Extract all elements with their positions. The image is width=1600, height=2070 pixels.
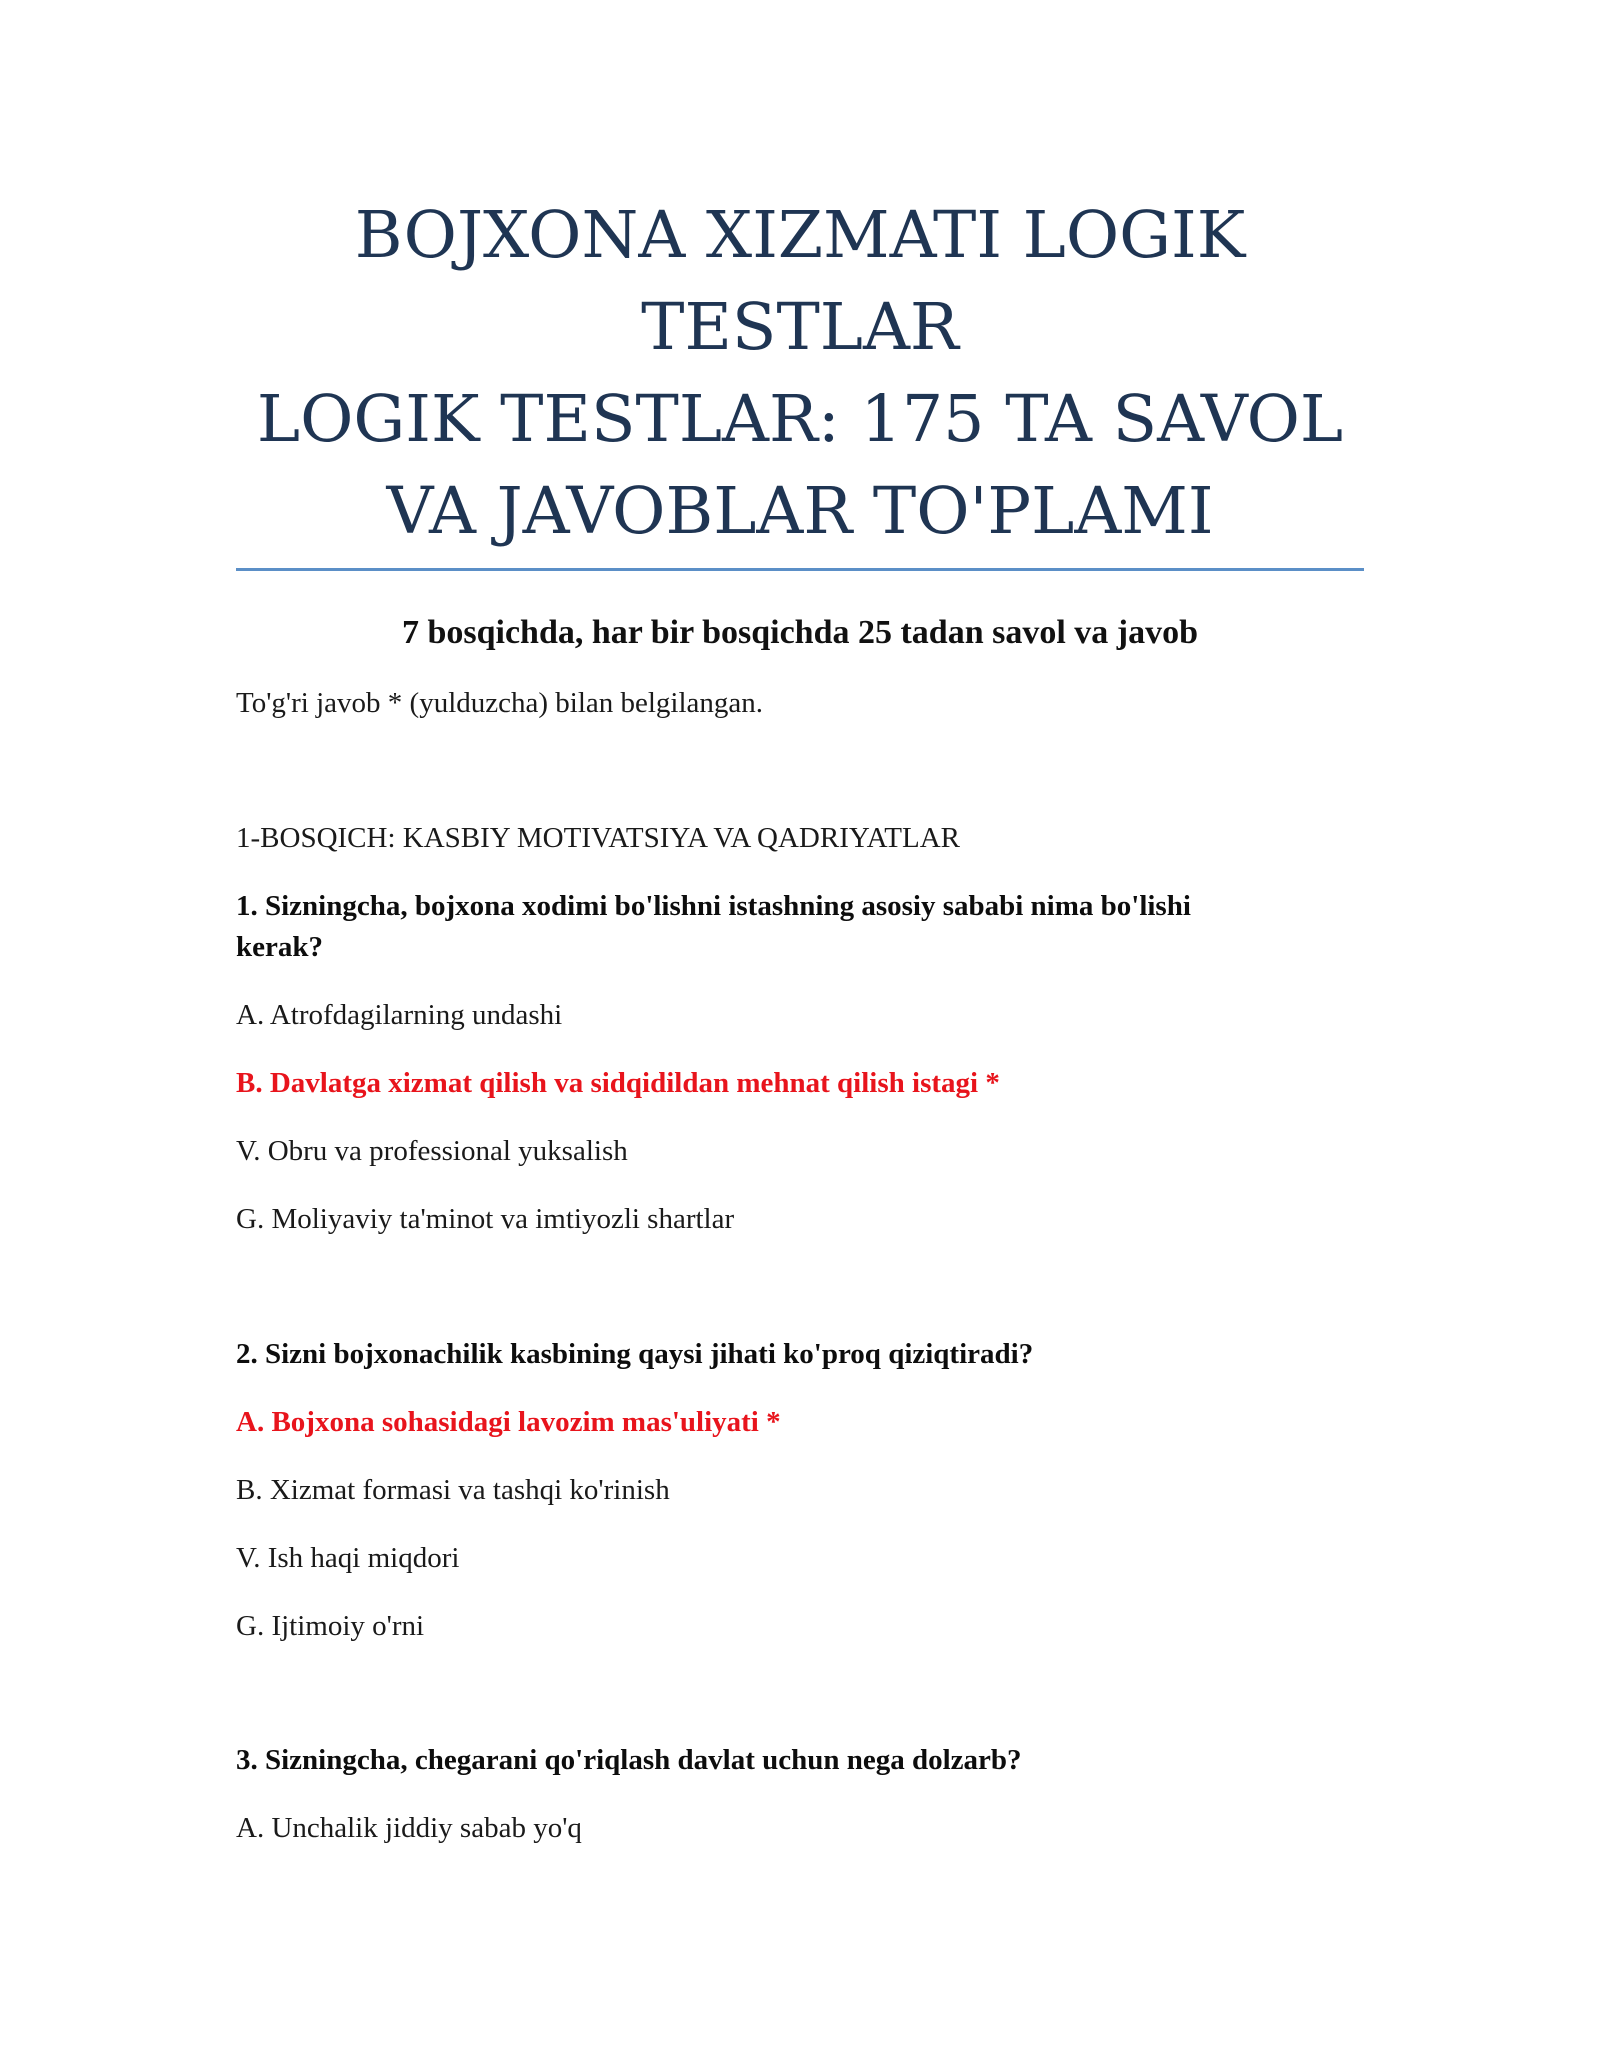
answer-option: G. Moliyaviy ta'minot va imtiyozli shartlar [236,1203,735,1235]
title-line: VA JAVOBLAR TO'PLAMI [386,474,1214,549]
answer-option: G. Ijtimoiy o'rni [236,1610,425,1642]
question-text: 3. Sizningcha, chegarani qo'riqlash davlat uchun nega dolzarb? [236,1744,1022,1776]
answer-option: A. Unchalik jiddiy sabab yo'q [236,1812,582,1844]
question-text: kerak? [236,931,323,963]
answer-option: V. Ish haqi miqdori [236,1542,460,1574]
answer-key-note: To'g'ri javob * (yulduzcha) bilan belgilangan. [236,687,764,719]
title-line: TESTLAR [641,290,959,365]
question-text: 2. Sizni bojxonachilik kasbining qaysi jihati ko'proq qiziqtiradi? [236,1338,1034,1370]
section-heading: 1-BOSQICH: KASBIY MOTIVATSIYA VA QADRIYATLAR [236,822,961,854]
title-line: BOJXONA XIZMATI LOGIK [354,198,1246,273]
document-title [200,190,1400,558]
answer-option: V. Obru va professional yuksalish [236,1135,628,1167]
correct-answer-option: B. Davlatga xizmat qilish va sidqidildan mehnat qilish istagi * [236,1067,1000,1099]
answer-option: B. Xizmat formasi va tashqi ko'rinish [236,1474,670,1506]
title-line: LOGIK TESTLAR: 175 TA SAVOL [256,382,1344,457]
title-underline-divider [236,568,1364,571]
question-text: 1. Sizningcha, bojxona xodimi bo'lishni istashning asosiy sababi nima bo'lishi [236,890,1191,922]
correct-answer-option: A. Bojxona sohasidagi lavozim mas'uliyati * [236,1406,781,1438]
document-subtitle: 7 bosqichda, har bir bosqichda 25 tadan savol va javob [401,614,1199,651]
answer-option: A. Atrofdagilarning undashi [236,999,563,1031]
